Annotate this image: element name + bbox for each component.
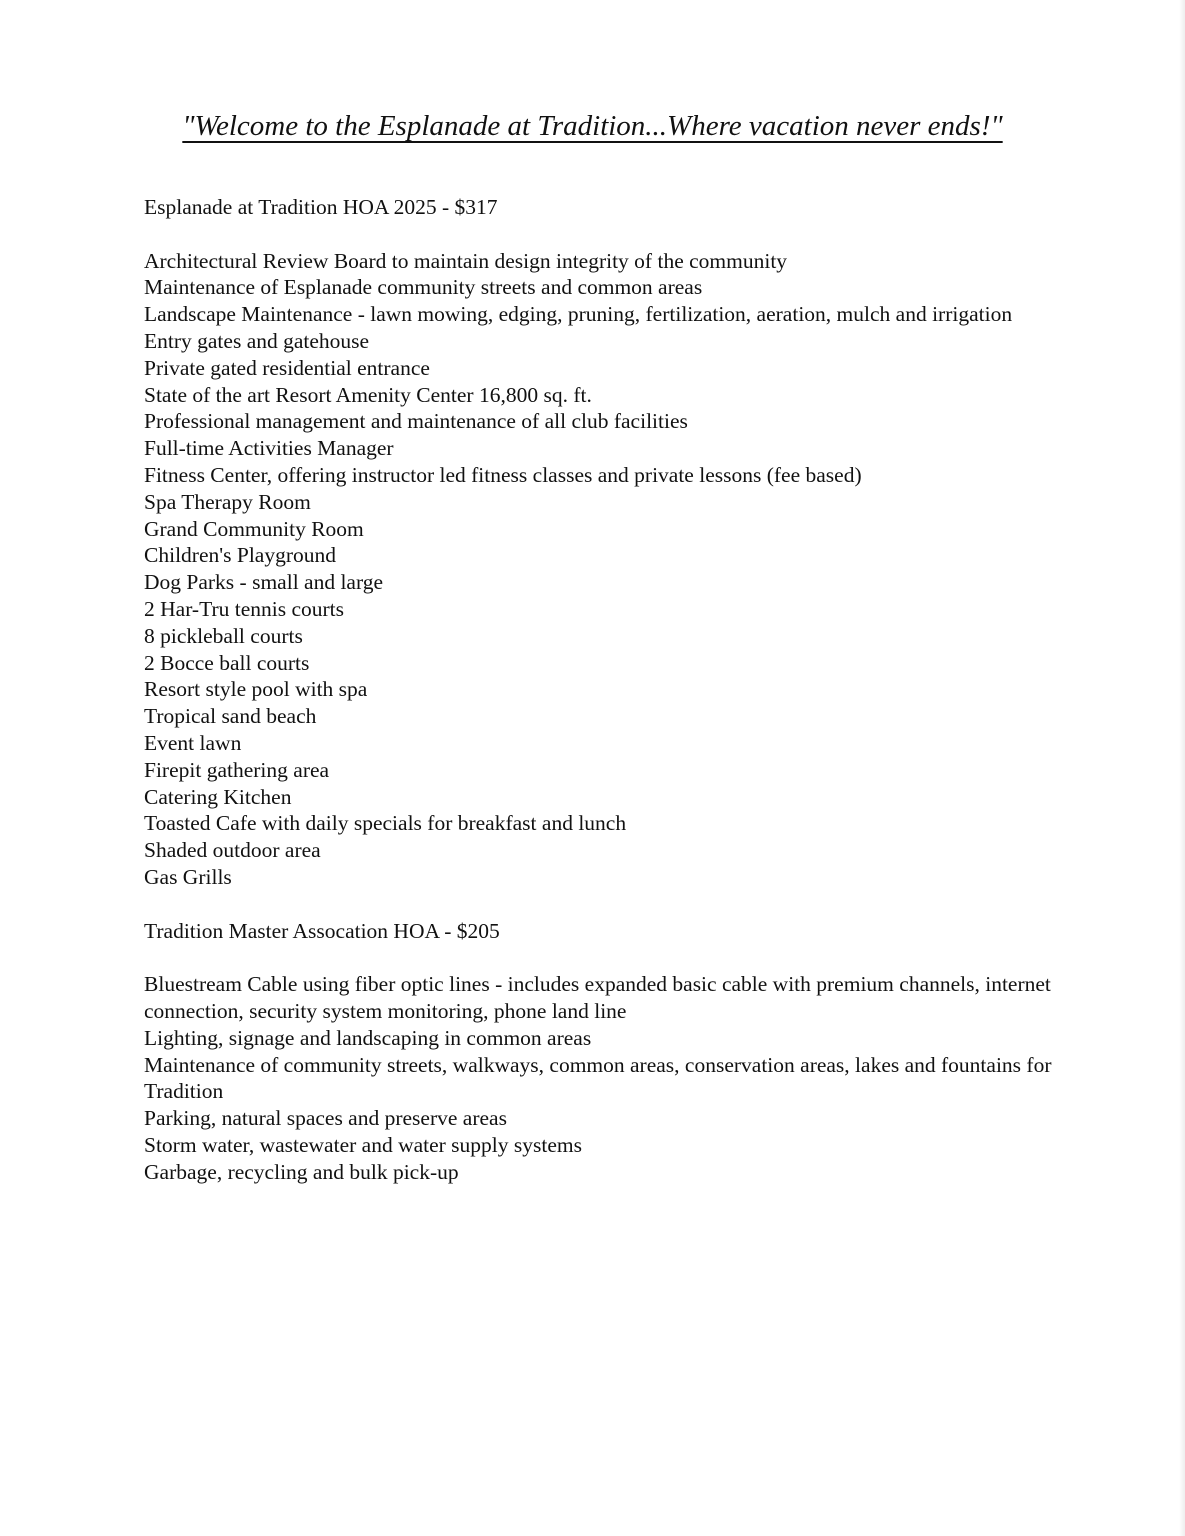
list-item: Catering Kitchen bbox=[144, 784, 292, 809]
list-item: 2 Har-Tru tennis courts bbox=[144, 596, 345, 621]
list-item: Tropical sand beach bbox=[144, 704, 317, 729]
master-association-section bbox=[144, 918, 1054, 1186]
list-item: Landscape Maintenance - lawn mowing, edging, pruning, fertilization, aeration, mulch and irrigation bbox=[144, 302, 1013, 327]
list-item: Grand Community Room bbox=[144, 516, 364, 541]
list-item: Maintenance of Esplanade community streets and common areas bbox=[144, 275, 703, 300]
list-item: Resort style pool with spa bbox=[144, 677, 368, 702]
list-item: Shaded outdoor area bbox=[144, 838, 321, 863]
list-item: Spa Therapy Room bbox=[144, 489, 311, 514]
list-item: Garbage, recycling and bulk pick-up bbox=[144, 1159, 459, 1184]
list-item: Entry gates and gatehouse bbox=[144, 328, 370, 353]
list-item: Lighting, signage and landscaping in common areas bbox=[144, 1025, 592, 1050]
spacer bbox=[144, 944, 1054, 971]
list-item: Firepit gathering area bbox=[144, 757, 330, 782]
esplanade-hoa-section bbox=[144, 194, 1054, 891]
list-item: Event lawn bbox=[144, 730, 242, 755]
page-edge-shadow bbox=[1179, 0, 1185, 1536]
list-item: Professional management and maintenance of all club facilities bbox=[144, 409, 688, 434]
list-item: Maintenance of community streets, walkways, common areas, conservation areas, lakes and fountains for Tradition bbox=[144, 1052, 1052, 1104]
list-item: Architectural Review Board to maintain design integrity of the community bbox=[144, 248, 788, 273]
list-item: Toasted Cafe with daily specials for breakfast and lunch bbox=[144, 811, 627, 836]
page-title-text: "Welcome to the Esplanade at Tradition...Where vacation never ends!" bbox=[182, 110, 1003, 142]
list-item: Parking, natural spaces and preserve areas bbox=[144, 1106, 507, 1131]
list-item: 8 pickleball courts bbox=[144, 623, 303, 648]
amenity-list bbox=[144, 248, 1054, 891]
list-item: Private gated residential entrance bbox=[144, 355, 430, 380]
list-item: Children's Playground bbox=[144, 543, 336, 568]
list-item: Fitness Center, offering instructor led fitness classes and private lessons (fee based) bbox=[144, 462, 862, 487]
section-heading: Tradition Master Assocation HOA - $205 bbox=[144, 918, 500, 943]
spacer bbox=[144, 891, 1054, 918]
list-item: 2 Bocce ball courts bbox=[144, 650, 310, 675]
section-heading: Esplanade at Tradition HOA 2025 - $317 bbox=[144, 195, 498, 219]
list-item: Dog Parks - small and large bbox=[144, 570, 384, 595]
list-item: Storm water, wastewater and water supply systems bbox=[144, 1132, 582, 1157]
document-body bbox=[144, 194, 1054, 1185]
list-item: Gas Grills bbox=[144, 864, 232, 889]
list-item: Bluestream Cable using fiber optic lines - includes expanded basic cable with premium channels, internet connection, security system monitoring, phone land line bbox=[144, 972, 1051, 1023]
service-list bbox=[144, 971, 1054, 1185]
page-title bbox=[0, 104, 1185, 148]
list-item: Full-time Activities Manager bbox=[144, 436, 394, 461]
list-item: State of the art Resort Amenity Center 16,800 sq. ft. bbox=[144, 382, 592, 407]
spacer bbox=[144, 221, 1054, 248]
